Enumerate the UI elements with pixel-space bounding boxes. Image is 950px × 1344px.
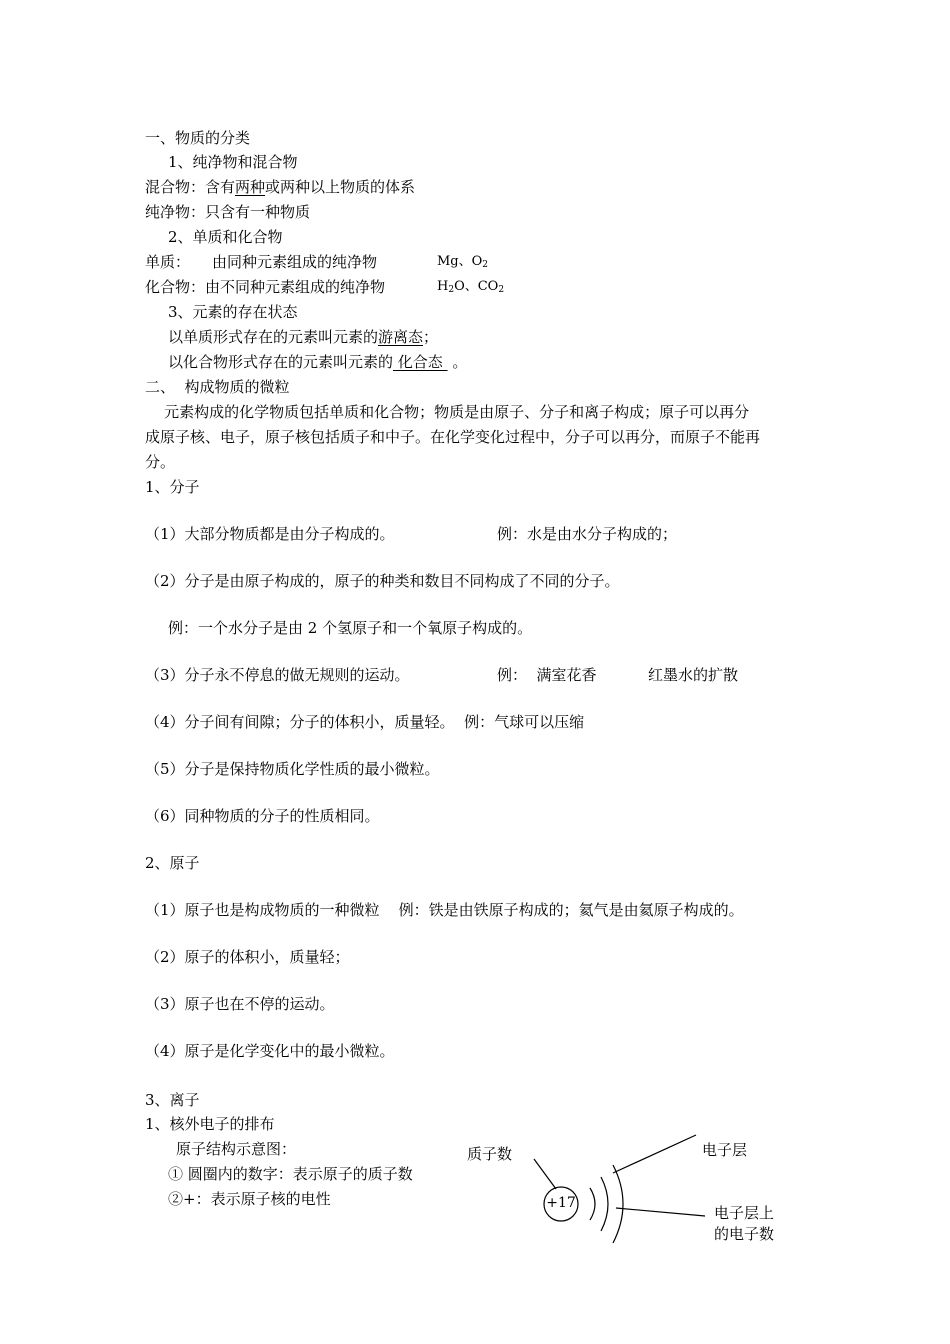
combined-suffix: 。 xyxy=(447,353,468,371)
compound-ex-h: H xyxy=(437,279,449,294)
combined-prefix: 以化合物形式存在的元素叫元素的 xyxy=(168,353,394,371)
electron-count-label-2: 的电子数 xyxy=(714,1225,775,1243)
simple-example-text: Mg、O xyxy=(437,254,483,269)
mixture-definition xyxy=(145,177,415,197)
free-state-line xyxy=(168,327,438,347)
paragraph-line-3: 分。 xyxy=(145,453,176,471)
simple-substance-example xyxy=(437,252,488,272)
compound-example xyxy=(437,277,504,297)
shell-arc-1 xyxy=(590,1188,595,1220)
free-prefix: 以单质形式存在的元素叫元素的 xyxy=(168,328,379,346)
shell-arc-3 xyxy=(613,1165,623,1243)
electron-count-pointer-line xyxy=(616,1208,705,1216)
paragraph-line-2: 成原子核、电子，原子核包括质子和中子。在化学变化过程中，分子可以再分，而原子不能再 xyxy=(145,428,761,446)
molecule-point-3-example-2: 红墨水的扩散 xyxy=(648,666,739,684)
mixture-suffix: 或两种以上物质的体系 xyxy=(265,178,416,196)
atom-point-1: （1）原子也是构成物质的一种微粒 例：铁是由铁原子构成的；氦气是由氦原子构成的。 xyxy=(145,901,744,919)
ion-title: 3、离子 xyxy=(145,1091,200,1109)
combined-state-line xyxy=(168,352,467,372)
simple-example-sub: 2 xyxy=(482,260,489,270)
molecule-point-2: （2）分子是由原子构成的，原子的种类和数目不同构成了不同的分子。 xyxy=(145,572,620,590)
shell-pointer-line xyxy=(613,1135,696,1173)
molecule-point-1-example: 例：水是由水分子构成的； xyxy=(497,525,678,543)
molecule-point-3-example: 例： 满室花香 xyxy=(497,666,597,684)
molecule-point-1: （1）大部分物质都是由分子构成的。 xyxy=(145,525,395,543)
paragraph-line-1: 元素构成的化学物质包括单质和化合物；物质是由原子、分子和离子构成；原子可以再分 xyxy=(145,403,750,421)
atom-point-4: （4）原子是化学变化中的最小微粒。 xyxy=(145,1042,395,1060)
molecule-point-6: （6）同种物质的分子的性质相同。 xyxy=(145,807,380,825)
subsection-element-compound: 2、单质和化合物 xyxy=(168,228,283,246)
proton-pointer-line xyxy=(534,1159,556,1189)
molecule-point-4: （4）分子间有间隙；分子的体积小，质量轻。 例：气球可以压缩 xyxy=(145,713,585,731)
compound-ex-mid: O、CO xyxy=(454,279,499,294)
atom-structure-diagram xyxy=(450,1125,810,1275)
free-underlined: 游离态 xyxy=(378,328,424,346)
shell-arc-2 xyxy=(601,1177,608,1231)
section-2-title: 二、 构成物质的微粒 xyxy=(145,378,290,396)
simple-substance-label: 单质： xyxy=(145,253,191,271)
subsection-element-state: 3、元素的存在状态 xyxy=(168,303,298,321)
molecule-point-5: （5）分子是保持物质化学性质的最小微粒。 xyxy=(145,760,440,778)
diagram-intro: 原子结构示意图： xyxy=(176,1140,297,1158)
mixture-underlined: 两种 xyxy=(235,178,266,196)
molecule-point-2-example: 例：一个水分子是由 2 个氢原子和一个氧原子构成的。 xyxy=(168,619,533,637)
molecule-point-3: （3）分子永不停息的做无规则的运动。 xyxy=(145,666,410,684)
atom-point-2: （2）原子的体积小，质量轻； xyxy=(145,948,350,966)
molecule-title: 1、分子 xyxy=(145,478,200,496)
atom-point-3: （3）原子也在不停的运动。 xyxy=(145,995,335,1013)
pure-definition: 纯净物：只含有一种物质 xyxy=(145,203,311,221)
diagram-explanation-2: ②+：表示原子核的电性 xyxy=(168,1190,331,1208)
subsection-pure-mixture: 1、纯净物和混合物 xyxy=(168,153,298,171)
compound-ex-co-sub: 2 xyxy=(498,285,505,295)
proton-label: 质子数 xyxy=(467,1145,513,1163)
shell-label: 电子层 xyxy=(702,1141,748,1159)
mixture-prefix: 混合物：含有 xyxy=(145,178,236,196)
electron-arrangement-title: 1、核外电子的排布 xyxy=(145,1115,275,1133)
compound-ex-h-sub: 2 xyxy=(448,285,455,295)
diagram-explanation-1: ① 圆圈内的数字：表示原子的质子数 xyxy=(168,1165,413,1183)
free-suffix: ； xyxy=(423,328,439,346)
combined-underlined: 化合态 xyxy=(393,353,448,371)
compound-desc: 化合物：由不同种元素组成的纯净物 xyxy=(145,278,386,296)
section-1-title: 一、物质的分类 xyxy=(145,129,251,147)
nucleus-charge: +17 xyxy=(546,1195,576,1211)
atom-title: 2、原子 xyxy=(145,854,200,872)
simple-substance-desc: 由同种元素组成的纯净物 xyxy=(212,253,378,271)
electron-count-label-1: 电子层上 xyxy=(714,1204,775,1222)
